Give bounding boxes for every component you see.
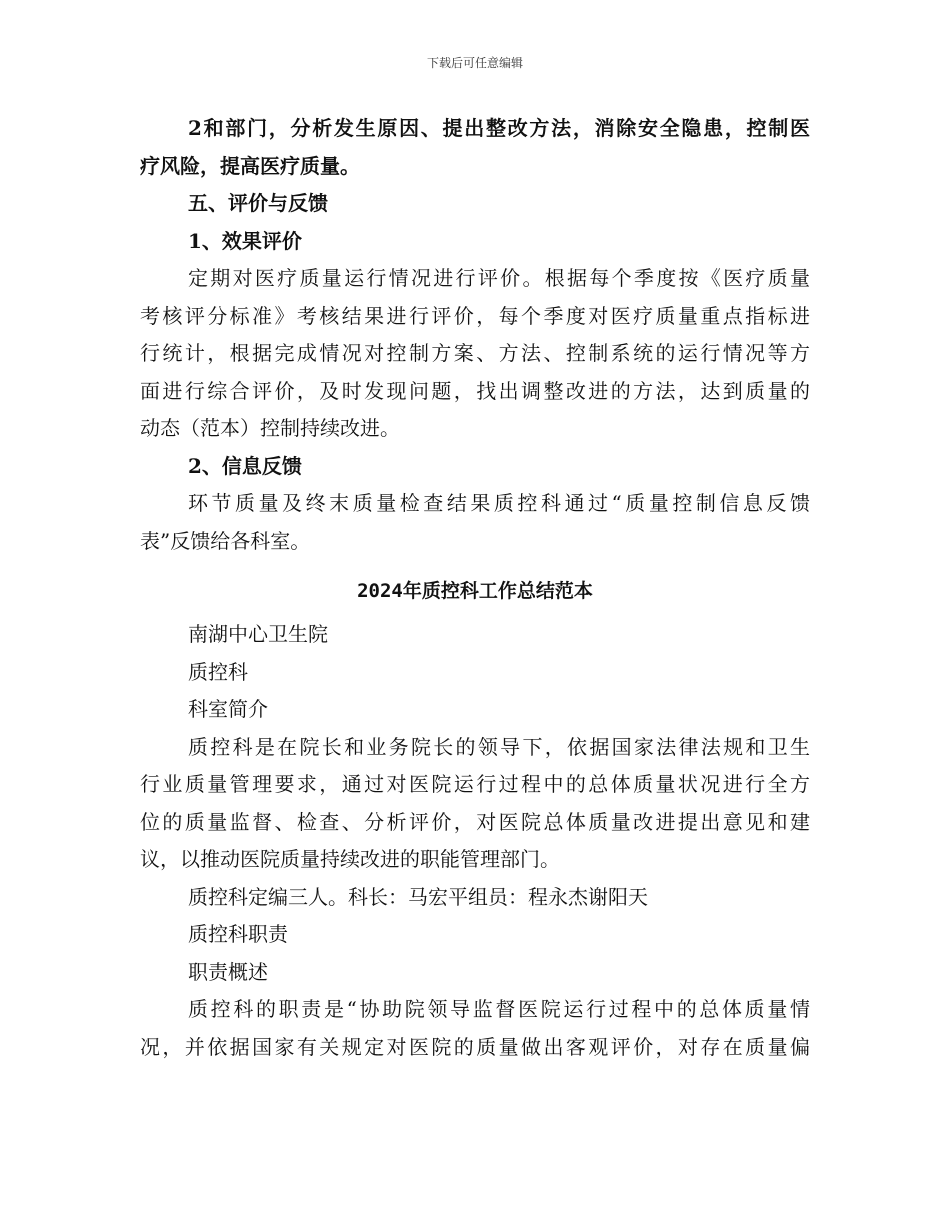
paragraph-line: 位的质量监督、检查、分析评价，对医院总体质量改进提出意见和建 bbox=[140, 809, 810, 834]
staff-line: 质控科定编三人。科长：马宏平组员：程永杰谢阳天 bbox=[188, 884, 648, 909]
section-label: 质控科职责 bbox=[188, 922, 288, 946]
paragraph-line: 况，并依据国家有关规定对医院的质量做出客观评价，对存在质量偏 bbox=[140, 1034, 810, 1059]
paragraph-line: 环节质量及终末质量检查结果质控科通过“质量控制信息反馈 bbox=[188, 491, 810, 515]
subsection-heading: 2、信息反馈 bbox=[188, 453, 302, 478]
paragraph-line: 行业质量管理要求，通过对医院运行过程中的总体质量状况进行全方 bbox=[140, 772, 810, 796]
document-title: 2024年质控科工作总结范本 bbox=[357, 580, 593, 602]
section-heading: 五、评价与反馈 bbox=[188, 191, 328, 215]
paragraph-line: 2和部门，分析发生原因、提出整改方法，消除安全隐患，控制医 bbox=[188, 116, 810, 140]
paragraph-line: 表”反馈给各科室。 bbox=[140, 528, 311, 553]
paragraph-line: 质控科是在院长和业务院长的领导下，依据国家法律法规和卫生 bbox=[188, 734, 810, 759]
subsection-heading: 1、效果评价 bbox=[188, 228, 302, 253]
paragraph-line: 动态（范本）控制持续改进。 bbox=[140, 416, 400, 440]
paragraph-line: 疗风险，提高医疗质量。 bbox=[140, 153, 360, 178]
document-body bbox=[140, 110, 810, 1066]
section-label: 科室简介 bbox=[188, 697, 268, 721]
paragraph-line: 定期对医疗质量运行情况进行评价。根据每个季度按《医疗质量 bbox=[188, 266, 810, 290]
paragraph-line: 考核评分标准》考核结果进行评价，每个季度对医疗质量重点指标进 bbox=[140, 303, 810, 328]
paragraph-line: 质控科的职责是“协助院领导监督医院运行过程中的总体质量情 bbox=[188, 997, 810, 1021]
org-name: 南湖中心卫生院 bbox=[188, 622, 328, 646]
paragraph-line: 议，以推动医院质量持续改进的职能管理部门。 bbox=[140, 847, 560, 871]
paragraph-line: 行统计，根据完成情况对控制方案、方法、控制系统的运行情况等方 bbox=[140, 341, 810, 365]
page-header: 下载后可任意编辑 bbox=[426, 56, 523, 70]
paragraph-line: 面进行综合评价，及时发现问题，找出调整改进的方法，达到质量的 bbox=[140, 378, 810, 403]
dept-name: 质控科 bbox=[188, 659, 248, 684]
section-label: 职责概述 bbox=[188, 959, 268, 984]
